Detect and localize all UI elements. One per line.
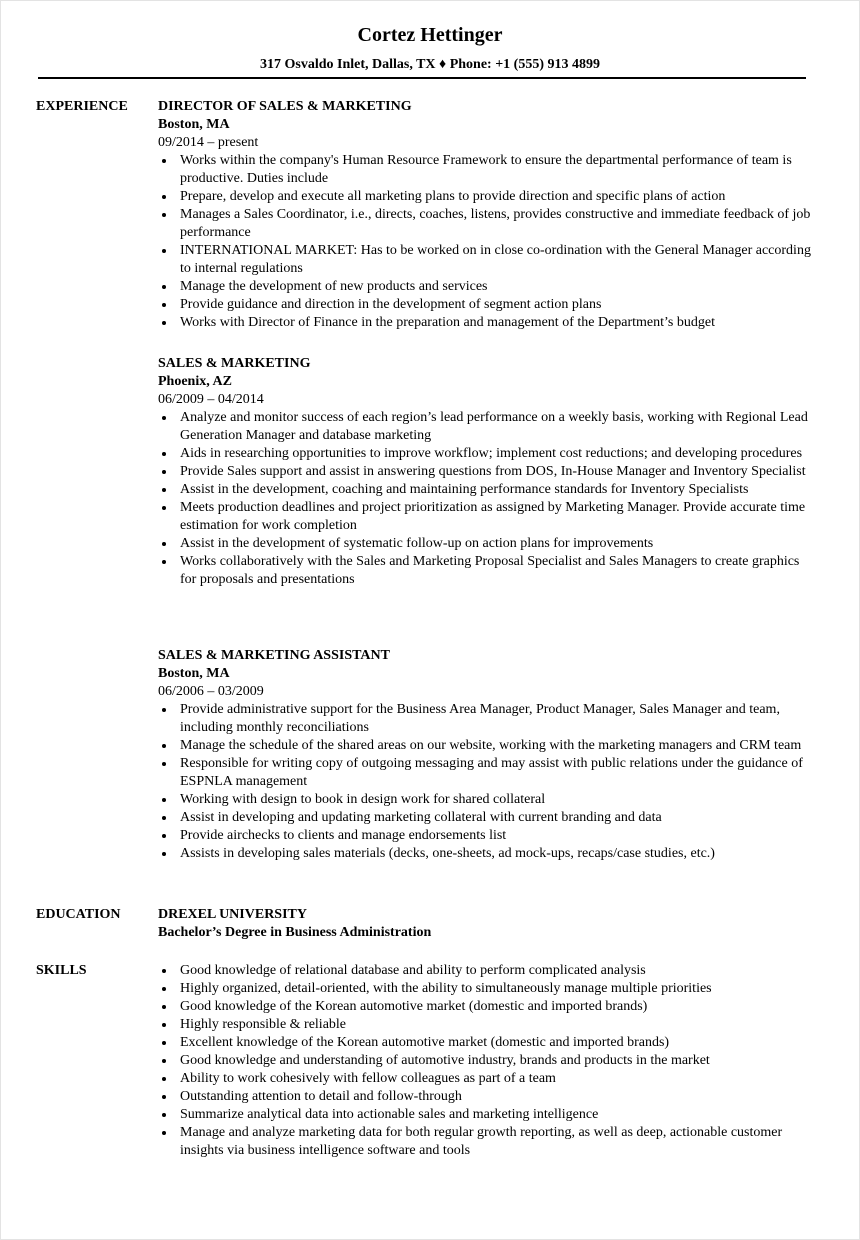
- skills-entry: [158, 962, 818, 1160]
- skills-list: [158, 962, 818, 1160]
- resume-header: [0, 22, 860, 74]
- list-item: Good knowledge and understanding of automotive industry, brands and products in the market: [158, 1052, 818, 1070]
- job-location: Boston, MA: [158, 117, 230, 132]
- list-item: Assist in developing and updating marketing collateral with current branding and data: [158, 809, 818, 827]
- job-duties: [158, 409, 818, 589]
- list-item: Summarize analytical data into actionable sales and marketing intelligence: [158, 1106, 818, 1124]
- list-item: Provide airchecks to clients and manage endorsements list: [158, 827, 818, 845]
- list-item: Works within the company's Human Resource Framework to ensure the departmental performance of team is productive. Duties include: [158, 152, 818, 188]
- education-entry: [158, 906, 818, 942]
- job-dates: 06/2006 – 03/2009: [158, 684, 264, 699]
- education-heading: EDUCATION: [36, 907, 121, 922]
- list-item: Responsible for writing copy of outgoing messaging and may assist with public relations under the guidance of ESPNLA management: [158, 755, 818, 791]
- list-item: Ability to work cohesively with fellow colleagues as part of a team: [158, 1070, 818, 1088]
- experience-heading: EXPERIENCE: [36, 99, 128, 114]
- list-item: Provide Sales support and assist in answering questions from DOS, In-House Manager and Inventory Specialist: [158, 463, 818, 481]
- list-item: Works collaboratively with the Sales and Marketing Proposal Specialist and Sales Managers to create graphics for proposals and presentations: [158, 553, 818, 589]
- list-item: Highly organized, detail-oriented, with the ability to simultaneously manage multiple priorities: [158, 980, 818, 998]
- list-item: Excellent knowledge of the Korean automotive market (domestic and imported brands): [158, 1034, 818, 1052]
- job-dates: 09/2014 – present: [158, 135, 259, 150]
- job-entry: [158, 355, 818, 589]
- list-item: Provide guidance and direction in the development of segment action plans: [158, 296, 818, 314]
- list-item: Analyze and monitor success of each region’s lead performance on a weekly basis, working with Regional Lead Generation Manager and database marketing: [158, 409, 818, 445]
- school-name: DREXEL UNIVERSITY: [158, 907, 307, 922]
- list-item: Assist in the development of systematic follow-up on action plans for improvements: [158, 535, 818, 553]
- list-item: Aids in researching opportunities to improve workflow; implement cost reductions; and developing procedures: [158, 445, 818, 463]
- job-duties: [158, 152, 818, 332]
- list-item: Working with design to book in design work for shared collateral: [158, 791, 818, 809]
- list-item: Good knowledge of relational database and ability to perform complicated analysis: [158, 962, 818, 980]
- list-item: Highly responsible & reliable: [158, 1016, 818, 1034]
- degree: Bachelor’s Degree in Business Administration: [158, 925, 432, 940]
- list-item: Assist in the development, coaching and maintaining performance standards for Inventory Specialists: [158, 481, 818, 499]
- job-location: Boston, MA: [158, 666, 230, 681]
- job-title: DIRECTOR OF SALES & MARKETING: [158, 99, 412, 114]
- list-item: Manage and analyze marketing data for both regular growth reporting, as well as deep, actionable customer insights via business intelligence software and tools: [158, 1124, 818, 1160]
- job-entry: [158, 98, 818, 332]
- job-title: SALES & MARKETING ASSISTANT: [158, 648, 390, 663]
- list-item: INTERNATIONAL MARKET: Has to be worked on in close co-ordination with the General Manager according to internal regulations: [158, 242, 818, 278]
- skills-heading: SKILLS: [36, 963, 87, 978]
- list-item: Manage the development of new products and services: [158, 278, 818, 296]
- job-dates: 06/2009 – 04/2014: [158, 392, 264, 407]
- list-item: Prepare, develop and execute all marketing plans to provide direction and specific plans of action: [158, 188, 818, 206]
- job-location: Phoenix, AZ: [158, 374, 232, 389]
- list-item: Manages a Sales Coordinator, i.e., directs, coaches, listens, provides constructive and immediate feedback of job performance: [158, 206, 818, 242]
- list-item: Good knowledge of the Korean automotive market (domestic and imported brands): [158, 998, 818, 1016]
- candidate-name: Cortez Hettinger: [357, 24, 503, 46]
- list-item: Meets production deadlines and project prioritization as assigned by Marketing Manager. Provide accurate time estimation for work completion: [158, 499, 818, 535]
- contact-line: 317 Osvaldo Inlet, Dallas, TX ♦ Phone: +1 (555) 913 4899: [260, 57, 600, 72]
- list-item: Manage the schedule of the shared areas on our website, working with the marketing managers and CRM team: [158, 737, 818, 755]
- list-item: Works with Director of Finance in the preparation and management of the Department’s budget: [158, 314, 818, 332]
- job-title: SALES & MARKETING: [158, 356, 311, 371]
- list-item: Outstanding attention to detail and follow-through: [158, 1088, 818, 1106]
- header-divider: [38, 77, 806, 79]
- list-item: Assists in developing sales materials (decks, one-sheets, ad mock-ups, recaps/case studies, etc.): [158, 845, 818, 863]
- job-entry: [158, 647, 818, 863]
- list-item: Provide administrative support for the Business Area Manager, Product Manager, Sales Manager and team, including monthly reconciliations: [158, 701, 818, 737]
- job-duties: [158, 701, 818, 863]
